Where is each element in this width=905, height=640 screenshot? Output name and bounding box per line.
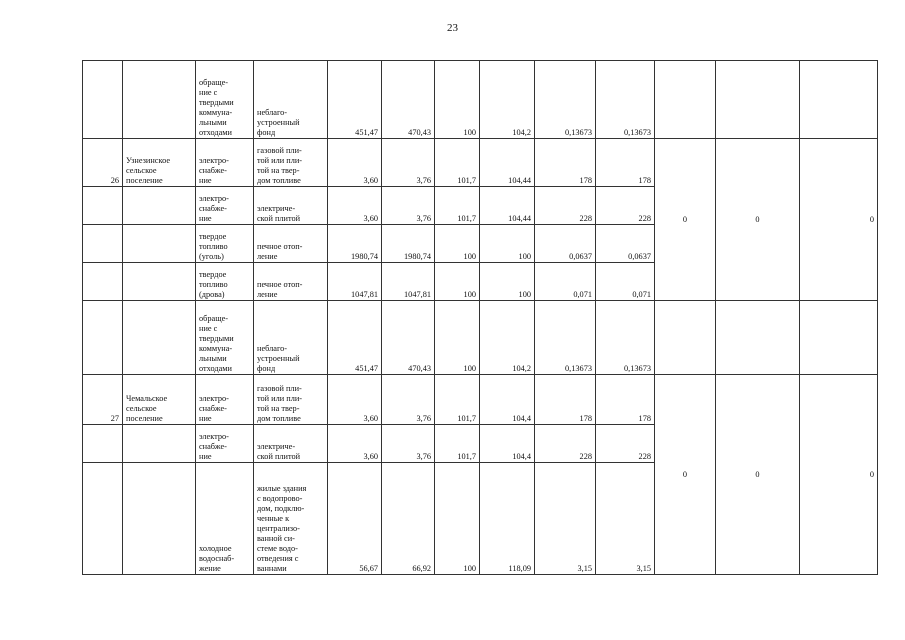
service-cell: обраще- ние с твердыми коммуна- льными отходами xyxy=(196,301,254,375)
value-cell: 101,7 xyxy=(435,425,480,463)
empty-cell xyxy=(716,301,800,375)
category-cell: неблаго- устроенный фонд xyxy=(254,61,328,139)
value-cell: 470,43 xyxy=(382,61,435,139)
merged-value-cell: 0 xyxy=(655,139,716,301)
row-number-cell: 27 xyxy=(83,375,123,425)
settlement-cell xyxy=(123,463,196,575)
value-cell: 1047,81 xyxy=(382,263,435,301)
value-cell: 0,13673 xyxy=(596,301,655,375)
merged-value-cell: 0 xyxy=(655,375,716,575)
settlement-cell xyxy=(123,61,196,139)
value-cell: 100 xyxy=(435,463,480,575)
value-cell: 100 xyxy=(435,301,480,375)
value-cell: 101,7 xyxy=(435,139,480,187)
value-cell: 228 xyxy=(596,187,655,225)
value-cell: 0,0637 xyxy=(596,225,655,263)
service-cell: электро- снабже- ние xyxy=(196,139,254,187)
empty-cell xyxy=(800,61,878,139)
value-cell: 228 xyxy=(535,425,596,463)
value-cell: 3,15 xyxy=(535,463,596,575)
merged-value-cell: 0 xyxy=(800,375,878,575)
value-cell: 228 xyxy=(535,187,596,225)
settlement-cell xyxy=(123,225,196,263)
row-number-cell xyxy=(83,263,123,301)
merged-value-cell: 0 xyxy=(716,139,800,301)
settlement-cell xyxy=(123,425,196,463)
merged-value-cell: 0 xyxy=(716,375,800,575)
value-cell: 104,2 xyxy=(480,61,535,139)
settlement-cell: Узнезинское сельское поселение xyxy=(123,139,196,187)
value-cell: 104,44 xyxy=(480,187,535,225)
value-cell: 66,92 xyxy=(382,463,435,575)
value-cell: 100 xyxy=(435,61,480,139)
row-number-cell: 26 xyxy=(83,139,123,187)
empty-cell xyxy=(655,301,716,375)
value-cell: 3,76 xyxy=(382,139,435,187)
row-number-cell xyxy=(83,225,123,263)
settlement-cell xyxy=(123,187,196,225)
value-cell: 118,09 xyxy=(480,463,535,575)
empty-cell xyxy=(655,61,716,139)
value-cell: 3,15 xyxy=(596,463,655,575)
settlement-cell xyxy=(123,263,196,301)
settlement-cell: Чемальское сельское поселение xyxy=(123,375,196,425)
category-cell: электриче- ской плитой xyxy=(254,425,328,463)
value-cell: 3,76 xyxy=(382,425,435,463)
value-cell: 104,44 xyxy=(480,139,535,187)
service-cell: электро- снабже- ние xyxy=(196,425,254,463)
value-cell: 100 xyxy=(480,263,535,301)
row-number-cell xyxy=(83,61,123,139)
value-cell: 0,13673 xyxy=(535,61,596,139)
table-row xyxy=(83,61,878,139)
value-cell: 178 xyxy=(535,139,596,187)
category-cell: печное отоп- ление xyxy=(254,225,328,263)
category-cell: жилые здания с водопрово- дом, подклю- ченные к централизо- ванной си- стеме водо- отведения с ваннами xyxy=(254,463,328,575)
value-cell: 228 xyxy=(596,425,655,463)
page-number: 23 xyxy=(447,22,458,34)
service-cell: холодное водоснаб- жение xyxy=(196,463,254,575)
category-cell: электриче- ской плитой xyxy=(254,187,328,225)
table-row xyxy=(83,301,878,375)
value-cell: 100 xyxy=(480,225,535,263)
empty-cell xyxy=(800,301,878,375)
value-cell: 3,60 xyxy=(328,425,382,463)
category-cell: неблаго- устроенный фонд xyxy=(254,301,328,375)
category-cell: газовой пли- той или пли- той на твер- дом топливе xyxy=(254,139,328,187)
row-number-cell xyxy=(83,301,123,375)
value-cell: 451,47 xyxy=(328,301,382,375)
value-cell: 104,4 xyxy=(480,425,535,463)
value-cell: 1980,74 xyxy=(382,225,435,263)
value-cell: 1980,74 xyxy=(328,225,382,263)
row-number-cell xyxy=(83,425,123,463)
value-cell: 101,7 xyxy=(435,187,480,225)
tariff-table xyxy=(82,60,878,575)
value-cell: 100 xyxy=(435,225,480,263)
category-cell: печное отоп- ление xyxy=(254,263,328,301)
value-cell: 100 xyxy=(435,263,480,301)
service-cell: твердое топливо (дрова) xyxy=(196,263,254,301)
settlement-cell xyxy=(123,301,196,375)
value-cell: 470,43 xyxy=(382,301,435,375)
value-cell: 0,071 xyxy=(596,263,655,301)
merged-value-cell: 0 xyxy=(800,139,878,301)
value-cell: 0,13673 xyxy=(535,301,596,375)
value-cell: 101,7 xyxy=(435,375,480,425)
service-cell: обраще- ние с твердыми коммуна- льными отходами xyxy=(196,61,254,139)
value-cell: 3,60 xyxy=(328,187,382,225)
table-row xyxy=(83,139,878,187)
category-cell: газовой пли- той или пли- той на твер- дом топливе xyxy=(254,375,328,425)
value-cell: 451,47 xyxy=(328,61,382,139)
value-cell: 104,2 xyxy=(480,301,535,375)
service-cell: электро- снабже- ние xyxy=(196,187,254,225)
value-cell: 0,13673 xyxy=(596,61,655,139)
value-cell: 1047,81 xyxy=(328,263,382,301)
value-cell: 3,76 xyxy=(382,187,435,225)
value-cell: 178 xyxy=(596,375,655,425)
value-cell: 104,4 xyxy=(480,375,535,425)
row-number-cell xyxy=(83,187,123,225)
value-cell: 3,76 xyxy=(382,375,435,425)
value-cell: 0,0637 xyxy=(535,225,596,263)
value-cell: 3,60 xyxy=(328,375,382,425)
row-number-cell xyxy=(83,463,123,575)
service-cell: электро- снабже- ние xyxy=(196,375,254,425)
empty-cell xyxy=(716,61,800,139)
value-cell: 178 xyxy=(535,375,596,425)
value-cell: 178 xyxy=(596,139,655,187)
value-cell: 0,071 xyxy=(535,263,596,301)
value-cell: 56,67 xyxy=(328,463,382,575)
service-cell: твердое топливо (уголь) xyxy=(196,225,254,263)
value-cell: 3,60 xyxy=(328,139,382,187)
table-row xyxy=(83,375,878,425)
